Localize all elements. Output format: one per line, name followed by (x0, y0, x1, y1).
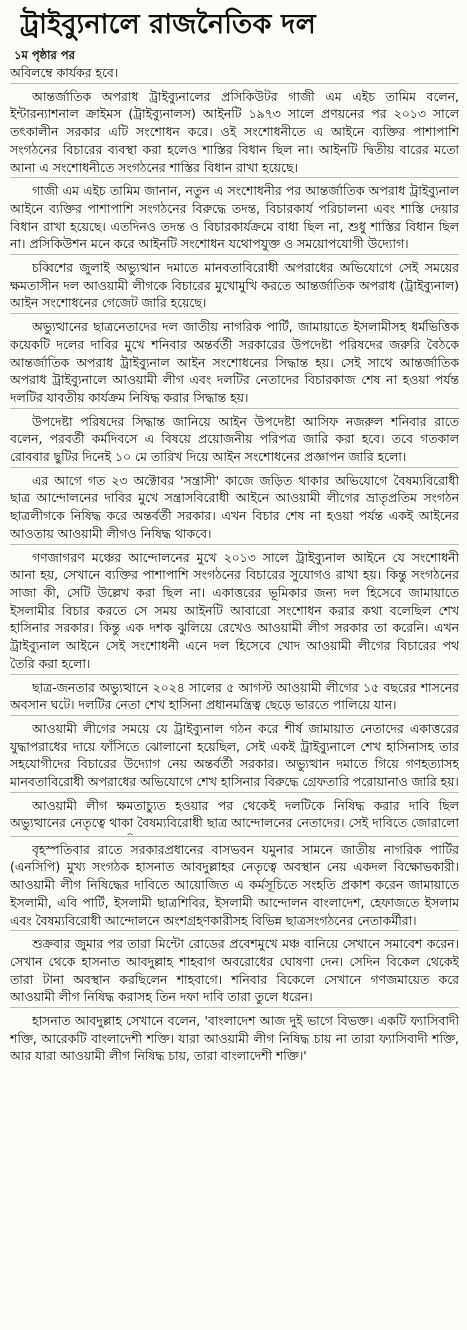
article-paragraph: উপদেষ্টা পরিষদের সিদ্ধান্ত জানিয়ে আইন উপদেষ্টা আসিফ নজরুল শনিবার রাতে বলেন, পরবর্তী কর্মদিবসে এ বিষয়ে প্রয়োজনীয় পরিপত্র জারি করা হবে। তবে গতকাল রোববার ছুটির দিনেই ১০ মে তারিখ দিয়ে আইন সংশোধনের প্রজ্ঞাপন জারি হলো। (10, 413, 459, 465)
article-paragraph: অবিলম্বে কার্যকর হবে। (10, 65, 119, 80)
article-paragraph: এর আগে গত ২৩ অক্টোবর 'সন্ত্রাসী' কাজে জড়িত থাকার অভিযোগে বৈষম্যবিরোধী ছাত্র আন্দোলনের দাবির মুখে সন্ত্রাসবিরোধী আইনে আওয়ামী লীগের ভ্রাতৃপ্রতিম সংগঠন ছাত্রলীগকে নিষিদ্ধ করে অন্তর্বর্তী সরকার। এখন বিচার শেষ না হওয়া পর্যন্ত একই আইনের আওতায় আওয়ামী লীগও নিষিদ্ধ থাকবে। (10, 472, 459, 541)
article-paragraph: বৃহস্পতিবার রাতে সরকারপ্রধানের বাসভবন যমুনার সামনে জাতীয় নাগরিক পার্টির (এনসিপি) মুখ্য সংগঠক হাসনাত আবদুল্লাহর নেতৃত্বে অবস্থান নেয় একদল বিক্ষোভকারী। আওয়ামী লীগ নিষিদ্ধের দাবিতে আয়োজিত এ কর্মসূচিতে সংহতি প্রকাশ করেন জামায়াতে ইসলামী, এবি পার্টি, ইসলামী ছাত্রশিবির, ইসলামী আন্দোলন বাংলাদেশ, হেফাজতে ইসলাম এবং বৈষম্যবিরোধী আন্দোলনে অংশগ্রহণকারীসহ বিভিন্ন ছাত্রসংগঠনের নেতাকর্মীরা। (10, 841, 459, 928)
article-paragraph: ছাত্র-জনতার অভ্যুত্থানে ২০২৪ সালের ৫ আগস্ট আওয়ামী লীগের ১৫ বছরের শাসনের অবসান ঘটে। দলটির নেতা শেখ হাসিনা প্রধানমন্ত্রিত্ব ছেড়ে ভারতে পালিয়ে যান। (10, 679, 459, 713)
article-paragraph: আওয়ামী লীগের সময়ে যে ট্রাইব্যুনাল গঠন করে শীর্ষ জামায়াত নেতাদের একাত্তরের যুদ্ধাপরাধের দায়ে ফাঁসিতে ঝোলানো হয়েছিল, সেই একই ট্রাইব্যুনালে শেখ হাসিনাসহ তার সহযোগীদের বিচারের উদ্যোগ নেয় অন্তর্বর্তী সরকার। অভ্যুত্থান দমাতে গিয়ে গণহত্যাসহ মানবতাবিরোধী অপরাধের অভিযোগে শেখ হাসিনার বিরুদ্ধে গ্রেফতারি পরোয়ানাও জারি হয়। (10, 720, 459, 790)
headline: ট্রাইব্যুনালে রাজনৈতিক দল (20, 9, 316, 40)
article-paragraph: আওয়ামী লীগ ক্ষমতাচ্যুত হওয়ার পর থেকেই দলটিকে নিষিদ্ধ করার দাবি ছিল অভ্যুত্থানের নেতৃত্বে থাকা বৈষম্যবিরোধী ছাত্র আন্দোলনের নেতাদের। সেই দাবিতে জোরালো (10, 797, 459, 831)
article-paragraph: গাজী এম এইচ তামিম জানান, নতুন এ সংশোধনীর পর আন্তর্জাতিক অপরাধ ট্রাইব্যুনাল আইনে ব্যক্তির পাশাপাশি সংগঠনের বিরুদ্ধে তদন্ত, বিচারকার্য পরিচালনা এবং শাস্তি দেয়ার বিধান রাখা হয়েছে। এতদিনও তদন্ত ও বিচারকার্যক্রমে বাধা ছিল না, শুধু শাস্তির বিধান ছিল না। প্রসিকিউশন মনে করে আইনটি সংশোধন যথোপযুক্ত ও সময়োপযোগী উদ্যোগ। (10, 183, 459, 252)
article-paragraph: শুক্রবার জুমার পর তারা মিন্টো রোডের প্রবেশমুখে মঞ্চ বানিয়ে সেখানে সমাবেশ করেন। সেখান থেকে হাসনাত আবদুল্লাহ শাহবাগ অবরোধের ঘোষণা দেন। সেদিন বিকেল থেকেই তারা টানা অবস্থান করছিলেন শাহবাগে। শনিবার বিকেলে সেখানে গণজমায়েত করে আওয়ামী লীগ নিষিদ্ধ করাসহ তিন দফা দাবি তারা তুলে ধরেন। (10, 936, 459, 1005)
paragraph-divider (10, 254, 459, 255)
paragraph-divider (10, 83, 459, 84)
paragraph-divider (10, 467, 459, 468)
paragraph-divider (10, 544, 459, 545)
paragraph-divider (10, 836, 459, 837)
paragraph-divider (10, 930, 459, 931)
paragraph-divider (10, 1007, 459, 1008)
article-body (10, 64, 459, 1065)
paragraph-divider (10, 792, 459, 793)
paragraph-divider (10, 313, 459, 314)
paragraph-divider (10, 177, 459, 178)
article-paragraph: আন্তর্জাতিক অপরাধ ট্রাইব্যুনালের প্রসিকিউটর গাজী এম এইচ তামিম বলেন, ইন্টারন্যাশনাল ক্রাইমস (ট্রাইব্যুনালস) আইনটি ১৯৭৩ সালে প্রণয়নের পর ২০১৩ সালে তৎকালীন সরকার এটি সংশোধন করে। ওই সংশোধনীতে এ আইনে ব্যক্তির পাশাপাশি সংগঠনের বিচারের ব্যবস্থা করা হলেও শাস্তির বিধান ছিল না। আইনটি দ্বিতীয় বারের মতো আনা এ সংশোধনীতে সংগঠনের শাস্তির বিধান রাখা হয়েছে। (10, 88, 459, 175)
article-paragraph: চব্বিশের জুলাই অভ্যুত্থান দমাতে মানবতাবিরোধী অপরাধের অভিযোগে সেই সময়ের ক্ষমতাসীন দল আওয়ামী লীগকে বিচারের মুখোমুখি করতে আন্তর্জাতিক অপরাধ (ট্রাইব্যুনাল) আইন সংশোধনের গেজেট জারি হয়েছে। (10, 260, 459, 311)
paragraph-divider (10, 408, 459, 409)
article-paragraph: হাসনাত আবদুল্লাহ সেখানে বলেন, 'বাংলাদেশ আজ দুই ভাগে বিভক্ত। একটি ফ্যাসিবাদী শক্তি, আরেকটি বাংলাদেশী শক্তি। যারা আওয়ামী লীগ নিষিদ্ধ চায় না তারা ফ্যাসিবাদী শক্তি, আর যারা আওয়ামী লীগ নিষিদ্ধ চায়, তারা বাংলাদেশী শক্তি।' (10, 1013, 459, 1064)
paragraph-divider (10, 715, 459, 716)
paragraph-divider (10, 674, 459, 675)
continued-label: ১ম পৃষ্ঠার পর (14, 48, 75, 62)
article-paragraph: অভ্যুত্থানের ছাত্রনেতাদের দল জাতীয় নাগরিক পার্টি, জামায়াতে ইসলামীসহ ধর্মভিত্তিক কয়েকটি দলের দাবির মুখে শনিবার অন্তর্বর্তী সরকারের উপদেষ্টা পরিষদের জরুরি বৈঠকে আন্তর্জাতিক অপরাধ ট্রাইব্যুনাল আইন সংশোধনের সিদ্ধান্ত হয়। সেই সাথে আন্তর্জাতিক অপরাধ ট্রাইব্যুনালে আওয়ামী লীগ এবং দলটির নেতাদের বিচারকাজ শেষ না হওয়া পর্যন্ত দলটির যাবতীয় কার্যক্রম নিষিদ্ধ করার সিদ্ধান্ত হয়। (10, 319, 459, 405)
article-paragraph: গণজাগরণ মঞ্চের আন্দোলনের মুখে ২০১৩ সালে ট্রাইব্যুনাল আইনে যে সংশোধনী আনা হয়, সেখানে ব্যক্তির পাশাপাশি সংগঠনের বিচারের সুযোগও রাখা হয়। কিন্তু সংগঠনের সাজা কী, সেটি উল্লেখ করা ছিল না। একাত্তরের ভূমিকার জন্য দল হিসেবে জামায়াতে ইসলামীর বিচার করতে সে সময় আইনটি আবারো সংশোধন করার কথা বলেছিল শেখ হাসিনার সরকার। কিন্তু এক দশক ঝুলিয়ে রেখেও আওয়ামী লীগ সরকার তা করেনি। এখন ট্রাইব্যুনাল আইনে সেই সংশোধনী এনে দল হিসেবে খোদ আওয়ামী লীগের বিচারের পথ তৈরি করা হলো। (10, 549, 459, 671)
